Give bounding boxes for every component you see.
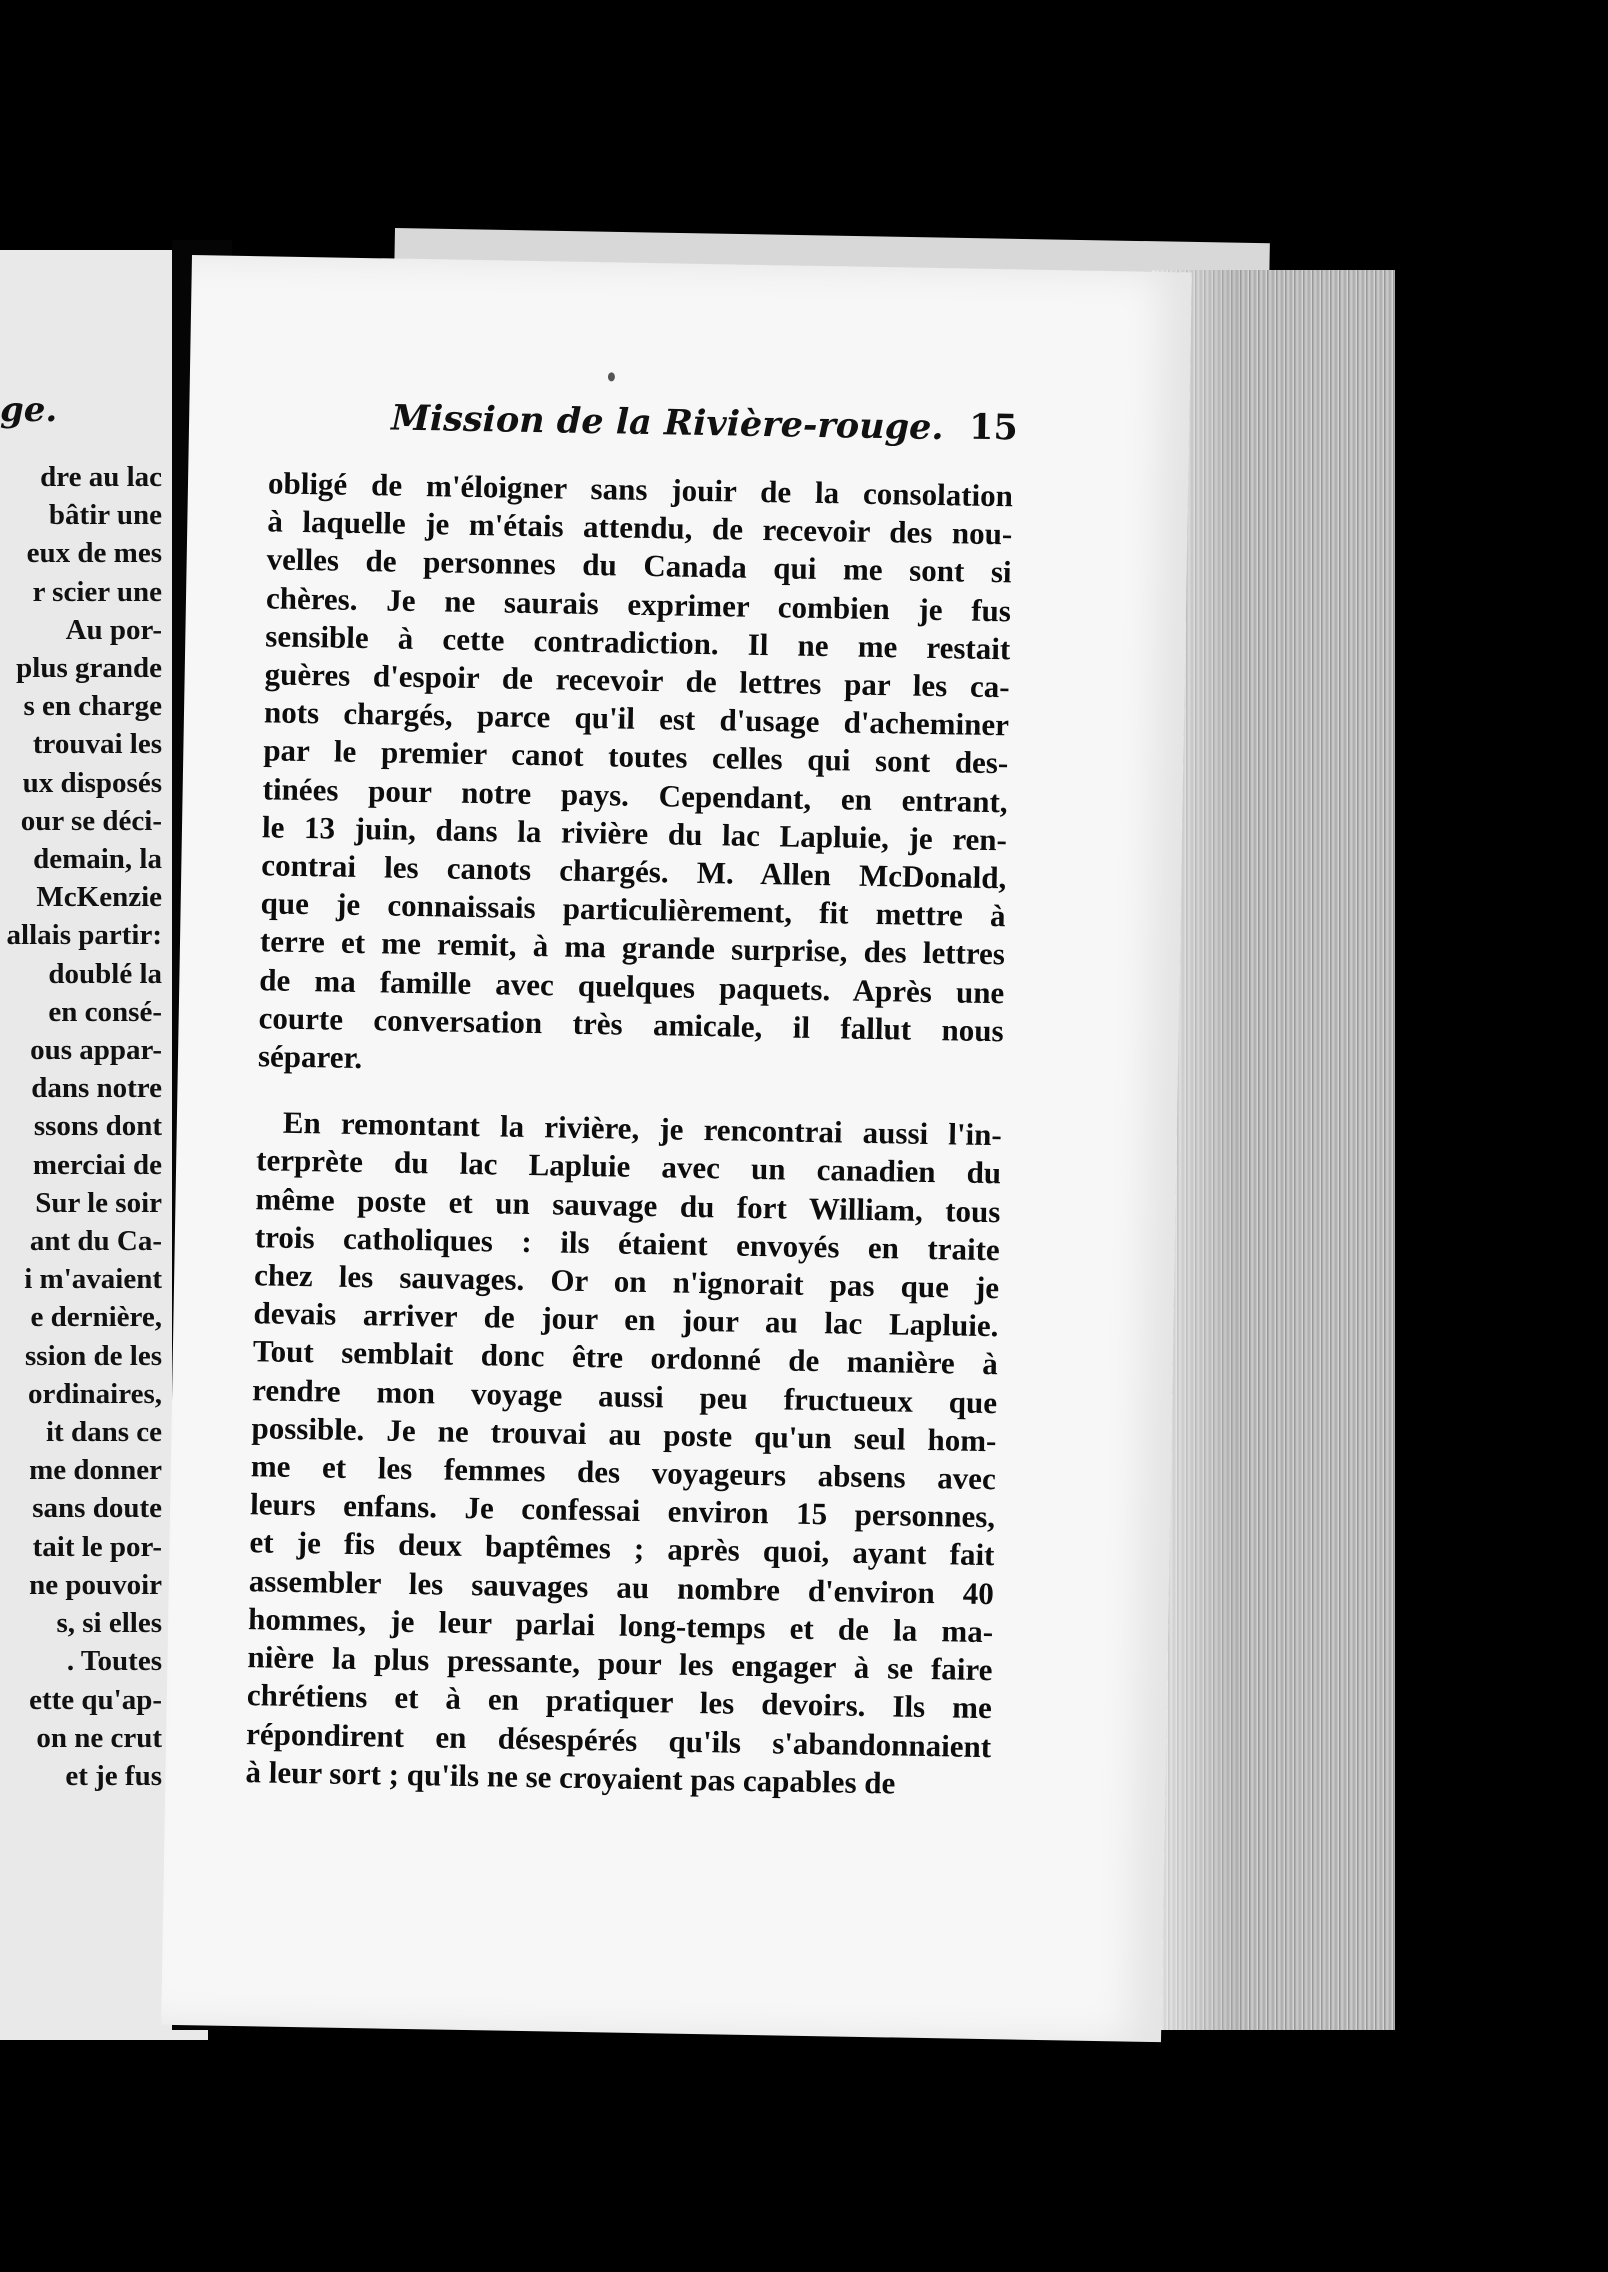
text-line: répondirent en désespérés qu'ils s'abandonnaient [245, 1715, 992, 1764]
left-text-line: dans notre [31, 1072, 162, 1105]
left-text-line: plus grande [16, 652, 162, 685]
left-text-line: ne pouvoir [29, 1568, 162, 1601]
left-text-line: s, si elles [56, 1607, 162, 1640]
left-text-line: me donner [29, 1454, 162, 1487]
text-line: velles de personnes du Canada qui me sont si [266, 541, 1012, 590]
left-text-line: McKenzie [36, 881, 162, 914]
left-running-head: ge. [0, 390, 58, 430]
left-text-line: i m'avaient [24, 1263, 162, 1296]
left-text-line: sans doute [32, 1492, 162, 1525]
text-line: par le premier canot toutes celles qui sont des- [263, 732, 1009, 781]
left-text-line: ous appar- [30, 1034, 162, 1067]
left-text-line: e dernière, [30, 1301, 162, 1334]
text-line: de ma famille avec quelques paquets. Après une [259, 961, 1005, 1010]
text-line: possible. Je ne trouvai au poste qu'un seul hom- [251, 1410, 997, 1459]
left-text-line: ant du Ca- [29, 1225, 162, 1258]
text-line: même poste et un sauvage du fort William, tous [255, 1180, 1001, 1229]
left-text-line: r scier une [32, 575, 162, 608]
text-line: courte conversation très amicale, il fallut nous [258, 1000, 1004, 1049]
text-line: chères. Je ne saurais exprimer combien je fus [265, 579, 1012, 628]
left-page-text [0, 458, 162, 1795]
text-line: rendre mon voyage aussi peu fructueux que [251, 1371, 998, 1420]
left-text-line: bâtir une [48, 499, 162, 532]
left-text-line: ordinaires, [28, 1377, 162, 1410]
left-text-line: doublé la [48, 957, 162, 990]
page-number: 15 [968, 406, 1019, 449]
ink-speck [608, 372, 615, 381]
left-text-line: s en charge [23, 690, 162, 723]
left-text-line: on ne crut [36, 1721, 162, 1754]
text-line: assembler les sauvages au nombre d'environ 40 [248, 1562, 995, 1611]
left-text-line: en consé- [48, 995, 162, 1028]
text-line: obligé de m'éloigner sans jouir de la consolation [267, 465, 1014, 514]
text-line: devais arriver de jour en jour au lac Lapluie. [253, 1295, 999, 1344]
left-text-line: allais partir: [6, 919, 162, 952]
left-text-line: Au por- [65, 613, 162, 646]
left-text-line: et je fus [65, 1759, 162, 1792]
text-line: guères d'espoir de recevoir de lettres par les ca- [264, 656, 1010, 705]
text-line: séparer. [257, 1038, 363, 1076]
left-text-line: Sur le soir [35, 1186, 162, 1219]
left-text-line: trouvai les [32, 728, 162, 761]
text-line: me et les femmes des voyageurs absens avec [250, 1448, 997, 1497]
right-page [161, 255, 1192, 2042]
left-text-line: ssons dont [33, 1110, 162, 1143]
text-line: Tout semblait donc être ordonné de manière à [252, 1333, 999, 1382]
text-line: hommes, je leur parlai long-temps et de la ma- [247, 1601, 994, 1650]
text-line: trois catholiques : ils étaient envoyés en traite [254, 1219, 1001, 1268]
left-text-line: it dans ce [46, 1416, 162, 1449]
text-line: que je connaissais particulièrement, fit mettre à [260, 885, 1006, 934]
text-line: à laquelle je m'étais attendu, de recevoir des nou- [267, 503, 1013, 552]
text-line: à leur sort ; qu'ils ne se croyaient pas capables de [245, 1753, 896, 1801]
text-line: tinées pour notre pays. Cependant, en entrant, [262, 770, 1008, 819]
left-text-line: dre au lac [40, 461, 162, 493]
left-text-line: demain, la [33, 843, 162, 876]
text-line: le 13 juin, dans la rivière du lac Lapluie, je ren- [261, 809, 1008, 858]
text-line: nière la plus pressante, pour les engager à se faire [247, 1639, 993, 1688]
text-line: et je fis deux baptêmes ; après quoi, ayant fait [249, 1524, 995, 1573]
left-text-line: eux de mes [26, 537, 162, 570]
text-line: En remontant la rivière, je rencontrai aussi l'in- [282, 1104, 1003, 1153]
text-line: nots chargés, parce qu'il est d'usage d'acheminer [263, 694, 1010, 743]
left-text-line: our se déci- [20, 804, 162, 837]
text-line: terre et me remit, à ma grande surprise, des lettres [259, 923, 1006, 972]
left-text-line: ssion de les [25, 1339, 162, 1372]
running-head: Mission de la Rivière-rouge. [390, 397, 944, 449]
text-line: contrai les canots chargés. M. Allen McDonald, [261, 847, 1007, 896]
text-line: chez les sauvages. Or on n'ignorait pas que je [253, 1257, 1000, 1306]
text-line: leurs enfans. Je confessai environ 15 personnes, [249, 1486, 996, 1535]
left-text-line: tait le por- [32, 1530, 162, 1563]
left-text-line: ette qu'ap- [29, 1683, 162, 1716]
text-line: terprète du lac Lapluie avec un canadien du [255, 1142, 1002, 1191]
text-line: chrétiens et à en pratiquer les devoirs. Ils me [246, 1677, 993, 1726]
left-text-line: merciai de [32, 1148, 162, 1181]
left-text-line: ux disposés [22, 766, 162, 799]
text-line: sensible à cette contradiction. Il ne me restait [265, 618, 1011, 667]
body-text [245, 464, 1013, 1804]
left-text-line: . Toutes [66, 1645, 162, 1678]
